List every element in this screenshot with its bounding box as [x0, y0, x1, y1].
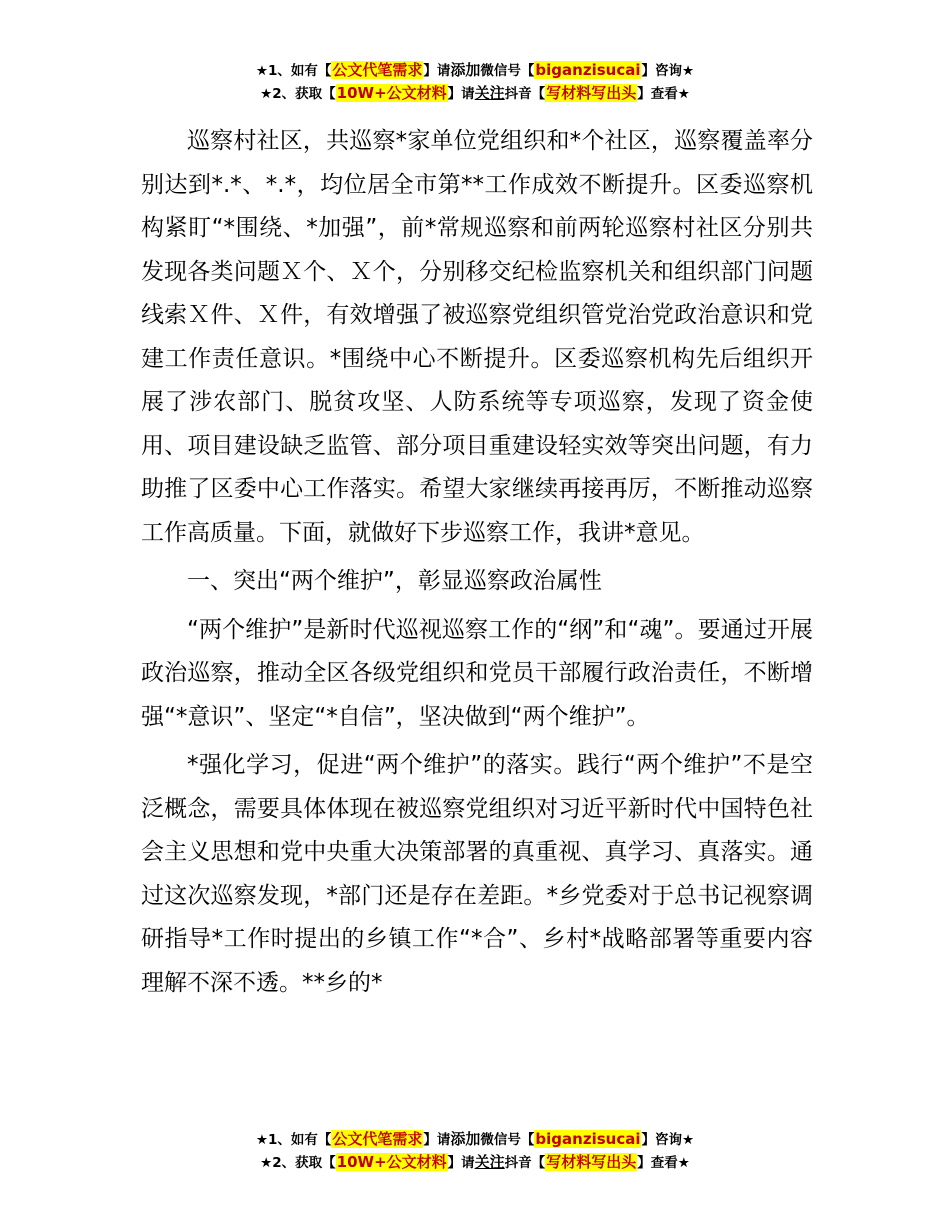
douyin-highlight: 写材料写出头	[546, 1153, 637, 1171]
promo-line-2: ★2、获取【10W+公文材料】请关注抖音【写材料写出头】查看★	[260, 84, 690, 102]
material-highlight: 10W+公文材料	[336, 1153, 447, 1171]
paragraph-2: “两个维护”是新时代巡视巡察工作的“纲”和“魂”。要通过开展政治巡察，推动全区各级党组织和党员干部履行政治责任，不断增强“*意识”、坚定“*自信”，坚决做到“两个维护”。	[141, 616, 813, 730]
promo-line-1: ★1、如有【公文代笔需求】请添加微信号【biganzisucai】咨询★	[255, 61, 695, 79]
header-promo-banner	[0, 59, 950, 105]
document-body	[141, 120, 813, 1010]
material-highlight: 10W+公文材料	[336, 84, 447, 102]
footer-promo-banner	[0, 1128, 950, 1174]
promo-line-2: ★2、获取【10W+公文材料】请关注抖音【写材料写出头】查看★	[260, 1153, 690, 1171]
service-highlight: 公文代笔需求	[332, 1130, 423, 1148]
wechat-id-highlight: biganzisucai	[535, 1130, 641, 1148]
section-heading: 一、突出“两个维护”，彰显巡察政治属性	[187, 568, 602, 594]
douyin-highlight: 写材料写出头	[546, 84, 637, 102]
promo-line-1: ★1、如有【公文代笔需求】请添加微信号【biganzisucai】咨询★	[255, 1130, 695, 1148]
paragraph-1: 巡察村社区，共巡察*家单位党组织和*个社区，巡察覆盖率分别达到*.*、*.*，均位居全市第**工作成效不断提升。区委巡察机构紧盯“*围绕、*加强”，前*常规巡察和前两轮巡察村社区分别共发现各类问题Ｘ个、Ｘ个，分别移交纪检监察机关和组织部门问题线索Ｘ件、Ｘ件，有效增强了被巡察党组织管党治党政治意识和党建工作责任意识。*围绕中心不断提升。区委巡察机构先后组织开展了涉农部门、脱贫攻坚、人防系统等专项巡察，发现了资金使用、项目建设缺乏监管、部分项目重建设轻实效等突出问题，有力助推了区委中心工作落实。希望大家继续再接再厉，不断推动巡察工作高质量。下面，就做好下步巡察工作，我讲*意见。	[141, 128, 813, 546]
wechat-id-highlight: biganzisucai	[535, 61, 641, 79]
service-highlight: 公文代笔需求	[332, 61, 423, 79]
paragraph-3: *强化学习，促进“两个维护”的落实。践行“两个维护”不是空泛概念，需要具体体现在被巡察党组织对习近平新时代中国特色社会主义思想和党中央重大决策部署的真重视、真学习、真落实。通过这次巡察发现，*部门还是存在差距。*乡党委对于总书记视察调研指导*工作时提出的乡镇工作“*合”、乡村*战略部署等重要内容理解不深不透。**乡的*	[141, 752, 813, 996]
